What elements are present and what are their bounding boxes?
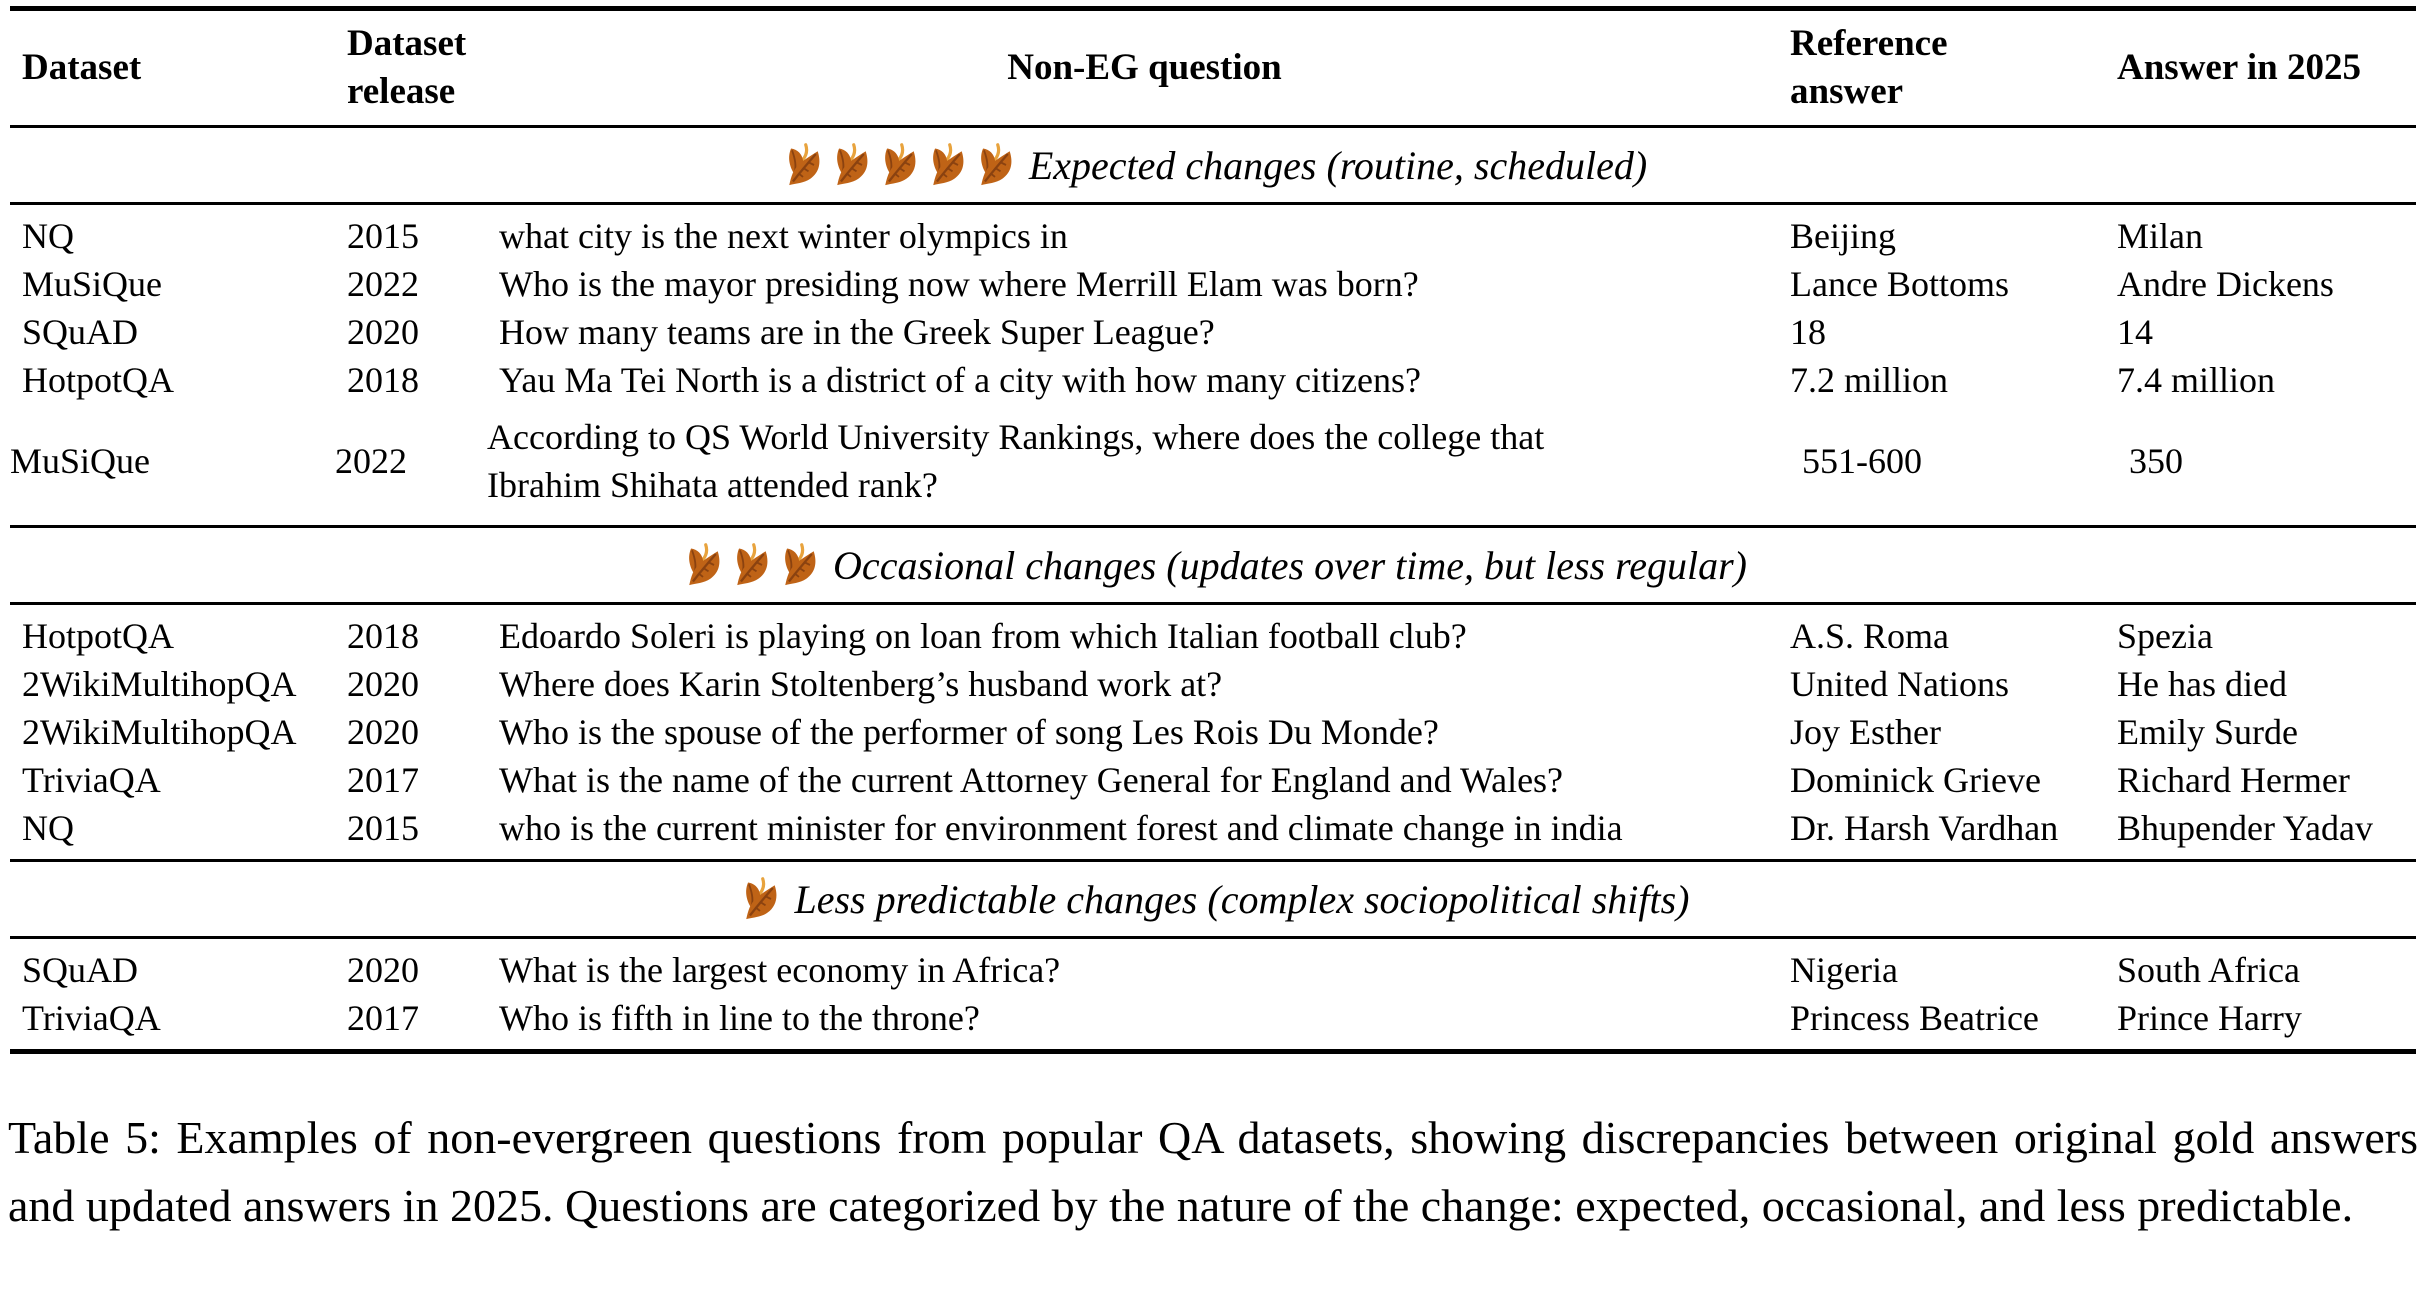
cell-dataset-release: 2018 — [347, 616, 419, 656]
column-header-non-eg-question — [499, 44, 1790, 92]
cell-answer-in-2025: 14 — [2117, 312, 2153, 352]
cell-dataset-release: 2020 — [347, 664, 419, 704]
table-body — [10, 128, 2416, 1049]
cell-non-eg-question: Who is the mayor presiding now where Merrill Elam was born? — [499, 264, 1419, 304]
table-row — [10, 356, 2416, 404]
cell-non-eg-question: Who is the spouse of the performer of song Les Rois Du Monde? — [499, 712, 1439, 752]
column-header-label: Dataset — [22, 47, 142, 88]
section-banner — [10, 128, 2416, 202]
cell-dataset-release: 2018 — [347, 360, 419, 400]
fallen-leaf-icon — [973, 143, 1017, 187]
column-header-answer-in-2025 — [2117, 44, 2404, 92]
section-rows — [10, 939, 2416, 1049]
cell-dataset-release: 2015 — [347, 216, 419, 256]
section-rows — [10, 205, 2416, 525]
cell-non-eg-question: What is the name of the current Attorney General for England and Wales? — [499, 760, 1564, 800]
cell-reference-answer: Lance Bottoms — [1790, 264, 2009, 304]
table-caption: Table 5: Examples of non-evergreen questions from popular QA datasets, showing discrepancies between original gold answers and updated answers in 2025. Questions are categorized by the nature of the change: expected, occasional, and less predictable. — [8, 1112, 2418, 1231]
cell-dataset: NQ — [22, 808, 74, 848]
fallen-leaf-icon — [877, 143, 921, 187]
cell-dataset: MuSiQue — [10, 441, 151, 481]
cell-answer-in-2025: He has died — [2117, 664, 2287, 704]
fallen-leaf-icon — [738, 877, 782, 921]
cell-reference-answer: Princess Beatrice — [1790, 998, 2039, 1038]
table-5 — [10, 6, 2416, 1054]
cell-dataset: MuSiQue — [22, 264, 163, 304]
table-row — [10, 946, 2416, 994]
cell-dataset: 2WikiMultihopQA — [22, 712, 297, 752]
cell-dataset-release: 2015 — [347, 808, 419, 848]
cell-answer-in-2025: 7.4 million — [2117, 360, 2276, 400]
table-row — [10, 804, 2416, 852]
column-header-label: Dataset release — [347, 23, 467, 112]
column-header-reference-answer — [1790, 20, 2117, 116]
cell-non-eg-question: Where does Karin Stoltenberg’s husband work at? — [499, 664, 1223, 704]
cell-reference-answer: 18 — [1790, 312, 1826, 352]
fallen-leaf-icon — [681, 543, 725, 587]
table-header-row — [10, 11, 2416, 125]
table-row — [10, 212, 2416, 260]
cell-dataset: 2WikiMultihopQA — [22, 664, 297, 704]
fallen-leaf-icon — [777, 543, 821, 587]
fallen-leaf-icons — [679, 543, 823, 587]
cell-dataset-release: 2017 — [347, 998, 419, 1038]
cell-dataset: HotpotQA — [22, 360, 174, 400]
column-header-label: Non-EG question — [1007, 47, 1282, 88]
cell-reference-answer: United Nations — [1790, 664, 2009, 704]
cell-answer-in-2025: Richard Hermer — [2117, 760, 2350, 800]
cell-dataset-release: 2020 — [347, 312, 419, 352]
cell-dataset-release: 2017 — [347, 760, 419, 800]
cell-non-eg-question: Who is fifth in line to the throne? — [499, 998, 980, 1038]
cell-non-eg-question: who is the current minister for environment forest and climate change in india — [499, 808, 1623, 848]
cell-reference-answer: Beijing — [1790, 216, 1896, 256]
table-row — [10, 612, 2416, 660]
cell-answer-in-2025: Andre Dickens — [2117, 264, 2334, 304]
cell-reference-answer: Dominick Grieve — [1790, 760, 2041, 800]
cell-answer-in-2025: 350 — [2129, 441, 2183, 481]
cell-dataset-release: 2020 — [347, 712, 419, 752]
section-title: Expected changes (routine, scheduled) — [1028, 142, 1648, 188]
cell-dataset-release: 2022 — [335, 441, 407, 481]
cell-reference-answer: A.S. Roma — [1790, 616, 1950, 656]
cell-reference-answer: 7.2 million — [1790, 360, 1949, 400]
cell-dataset-release: 2022 — [347, 264, 419, 304]
cell-reference-answer: Nigeria — [1790, 950, 1898, 990]
table-bottom-rule — [10, 1049, 2416, 1054]
paper-table-figure — [0, 6, 2426, 1310]
cell-answer-in-2025: Emily Surde — [2117, 712, 2298, 752]
section-title: Less predictable changes (complex sociopolitical shifts) — [794, 876, 1690, 922]
cell-dataset: NQ — [22, 216, 74, 256]
column-header-dataset-release — [347, 20, 499, 116]
table-row — [10, 708, 2416, 756]
column-header-label: Answer in 2025 — [2117, 47, 2361, 88]
column-header-dataset — [22, 44, 347, 92]
cell-non-eg-question: what city is the next winter olympics in — [499, 216, 1068, 256]
fallen-leaf-icon — [829, 143, 873, 187]
cell-reference-answer: 551-600 — [1802, 441, 1922, 481]
section-banner — [10, 862, 2416, 936]
cell-non-eg-question: What is the largest economy in Africa? — [499, 950, 1061, 990]
section-title: Occasional changes (updates over time, but less regular) — [833, 542, 1747, 588]
table-row — [10, 660, 2416, 708]
fallen-leaf-icon — [925, 143, 969, 187]
cell-dataset: TriviaQA — [22, 760, 161, 800]
cell-dataset: HotpotQA — [22, 616, 174, 656]
cell-dataset: SQuAD — [22, 950, 139, 990]
section-banner — [10, 528, 2416, 602]
cell-answer-in-2025: Prince Harry — [2117, 998, 2302, 1038]
cell-dataset: SQuAD — [22, 312, 139, 352]
cell-answer-in-2025: South Africa — [2117, 950, 2300, 990]
cell-dataset: TriviaQA — [22, 998, 161, 1038]
table-row — [10, 260, 2416, 308]
cell-reference-answer: Joy Esther — [1790, 712, 1941, 752]
cell-answer-in-2025: Spezia — [2117, 616, 2213, 656]
cell-non-eg-question: Yau Ma Tei North is a district of a city with how many citizens? — [499, 360, 1421, 400]
cell-non-eg-question: Edoardo Soleri is playing on loan from which Italian football club? — [499, 616, 1467, 656]
table-row — [10, 756, 2416, 804]
cell-non-eg-question: According to QS World University Rankings, where does the college that Ibrahim Shihata attended rank? — [487, 417, 1545, 505]
cell-non-eg-question: How many teams are in the Greek Super League? — [499, 312, 1215, 352]
table-row — [10, 308, 2416, 356]
cell-answer-in-2025: Milan — [2117, 216, 2203, 256]
cell-reference-answer: Dr. Harsh Vardhan — [1790, 808, 2059, 848]
table-row — [10, 404, 2416, 518]
table-row — [10, 994, 2416, 1042]
cell-dataset-release: 2020 — [347, 950, 419, 990]
fallen-leaf-icon — [781, 143, 825, 187]
fallen-leaf-icons — [736, 877, 784, 921]
section-rows — [10, 605, 2416, 859]
cell-answer-in-2025: Bhupender Yadav — [2117, 808, 2373, 848]
fallen-leaf-icon — [729, 543, 773, 587]
column-header-label: Reference answer — [1790, 23, 1948, 112]
fallen-leaf-icons — [779, 143, 1019, 187]
